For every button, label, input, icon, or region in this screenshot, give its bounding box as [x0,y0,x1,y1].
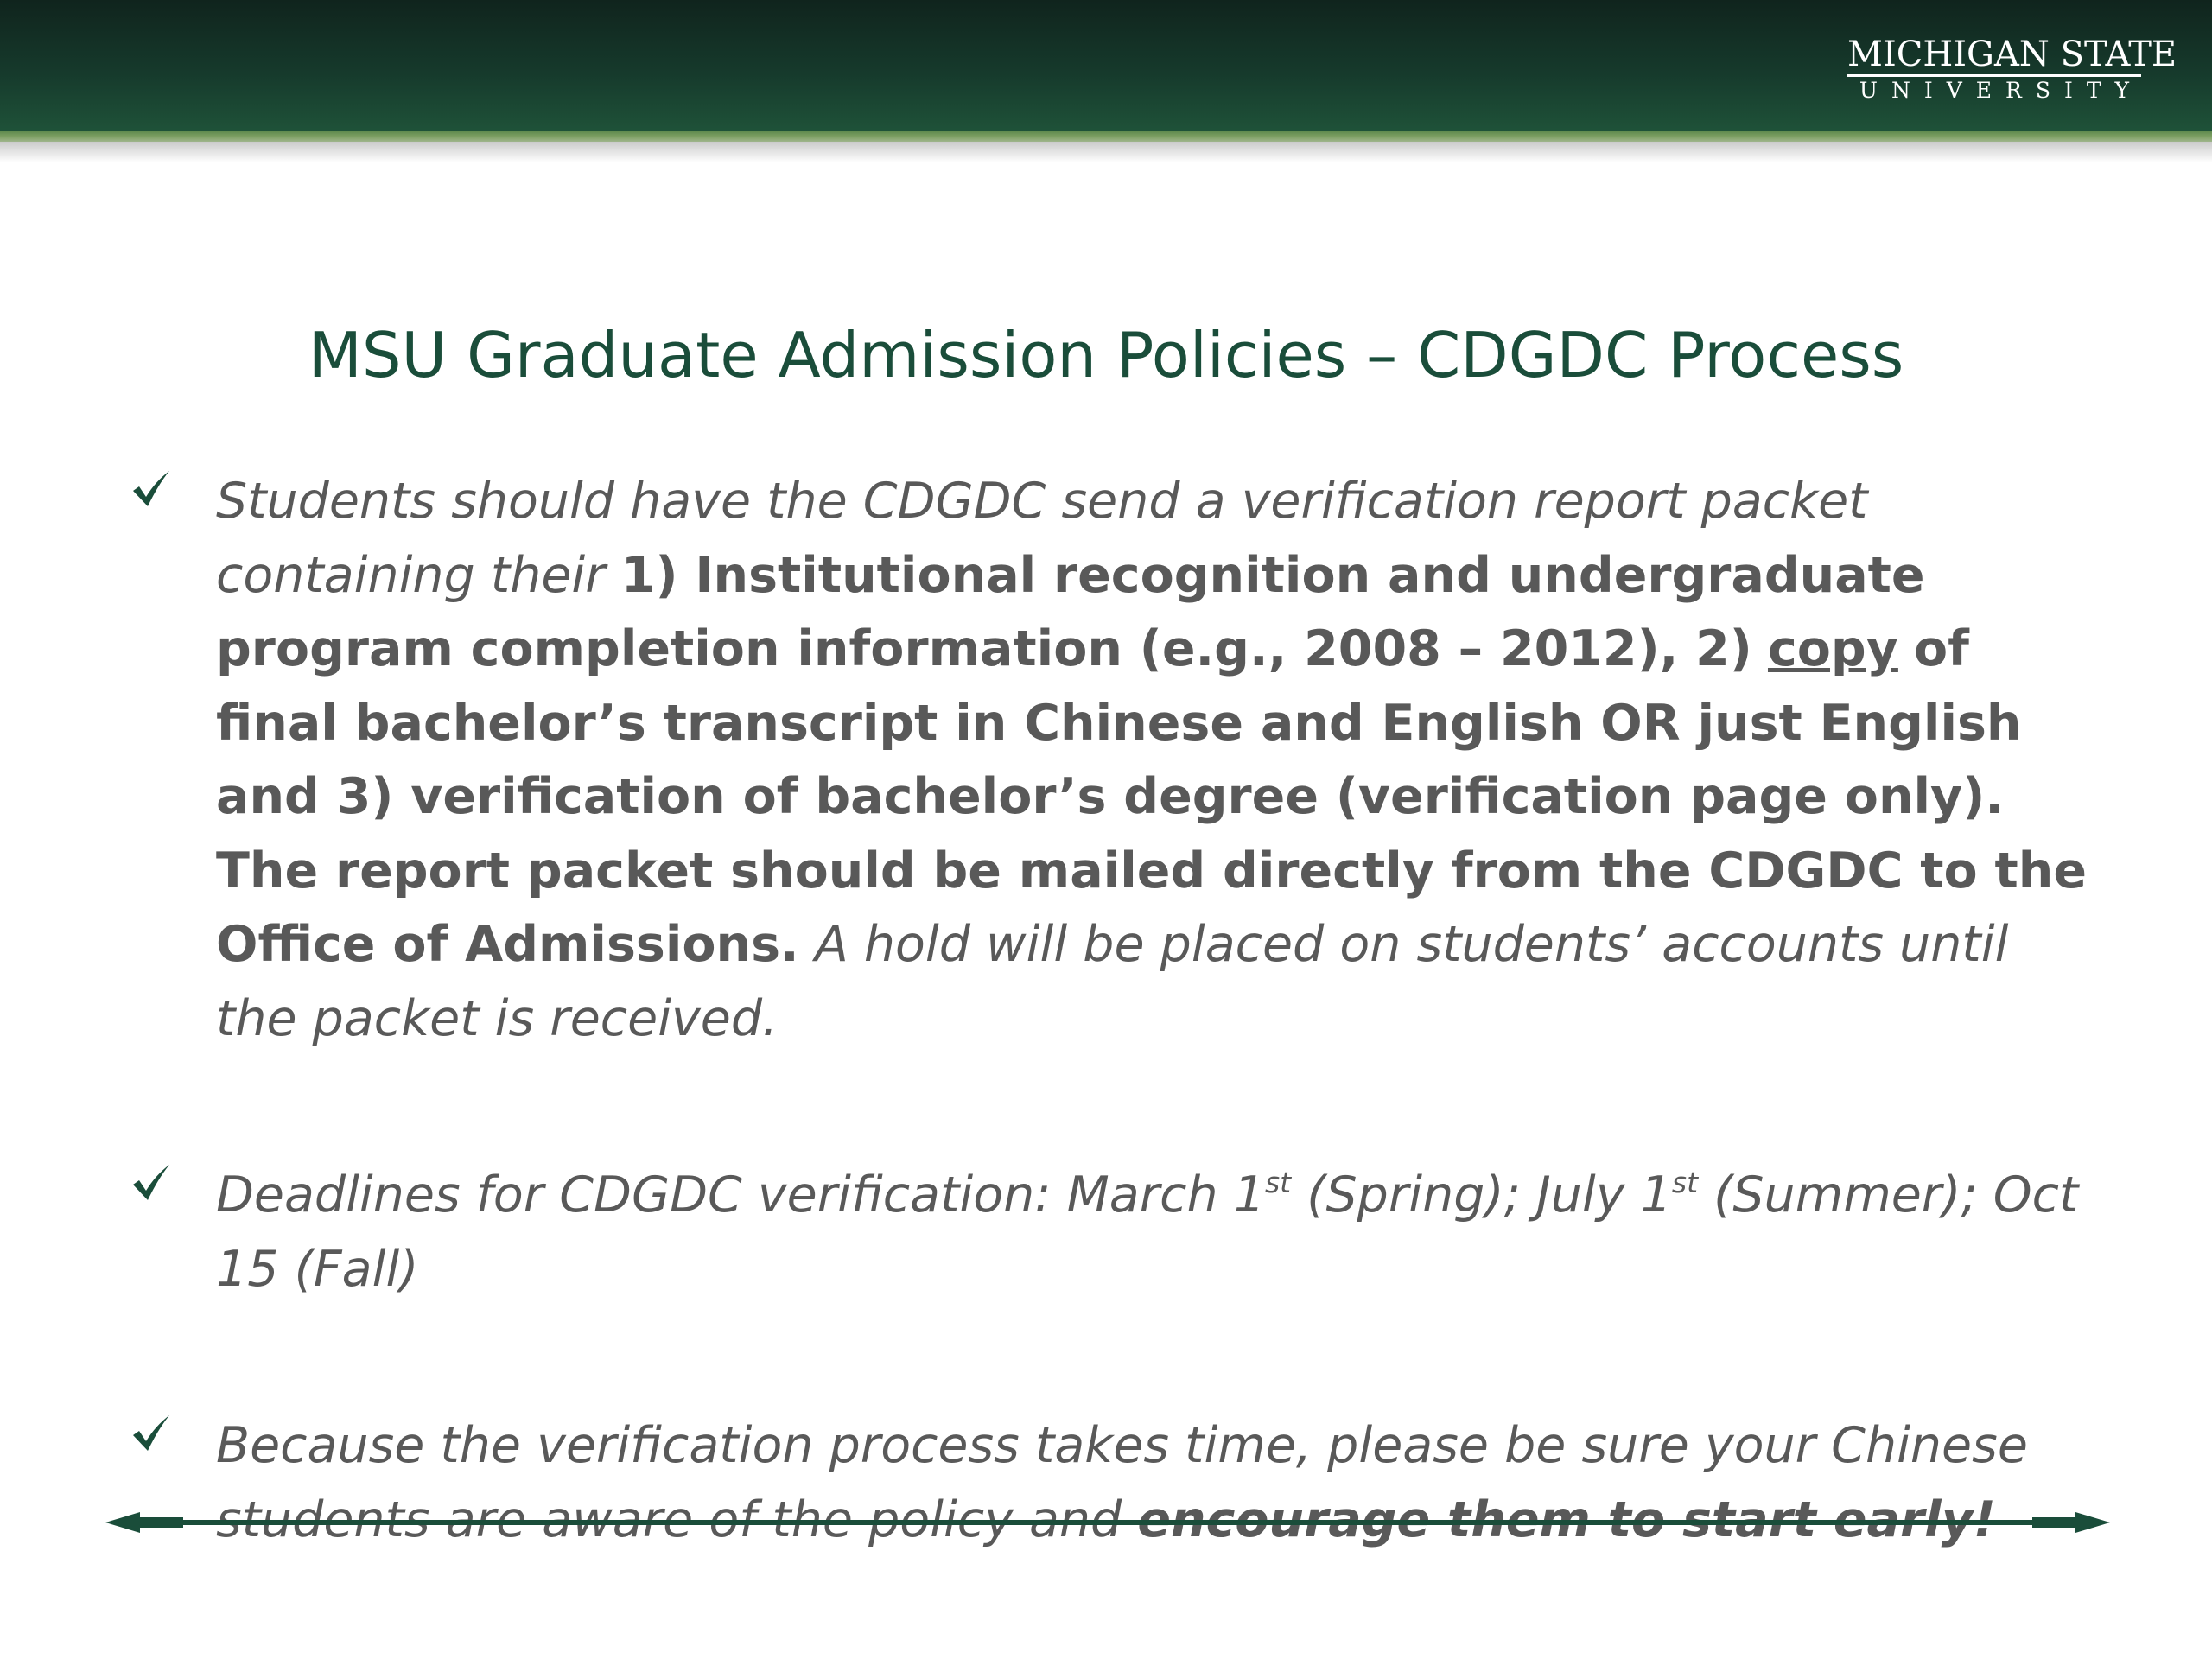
bullet-3-emphasis: encourage them to start early! [1137,1491,1996,1548]
checkmark-icon [130,467,173,511]
header-accent-stripe [0,131,2212,142]
bullet-1-bold-part1: 1) Institutional recognition and undergraduate program completion information (e.g., 2008 – 2012), 2) [216,546,1925,677]
bullet-2-suffix: (Summer); Oct 15 (Fall) [216,1166,2079,1298]
checkmark-icon [130,1412,173,1455]
bullet-1-underlined: copy [1767,620,1898,677]
bullet-2-prefix: Deadlines for CDGDC verification: March 1 [216,1166,1265,1224]
bullet-list [130,465,2100,1557]
logo-wordmark-line2: UNIVERSITY [1859,78,2144,103]
bullet-3-intro: Because the verification process takes time, please be sure your Chinese students are aware of the policy and [216,1417,2028,1548]
bullet-1-intro: Students should have the CDGDC send a verification report packet containing their [216,473,1868,604]
logo-wordmark-line1: MICHIGAN STATE [1847,35,2141,77]
header-shadow [0,142,2212,162]
bullet-1-outro: A hold will be placed on students’ accounts until the packet is received. [216,916,2009,1047]
bullet-2-sup-2: st [1671,1166,1699,1199]
bullet-verification-packet [130,465,2100,1056]
bullet-2-sup-1: st [1264,1166,1292,1199]
slide-title: MSU Graduate Admission Policies – CDGDC Process [308,319,1904,391]
bullet-2-mid: (Spring); July 1 [1291,1166,1672,1224]
checkmark-icon [130,1161,173,1205]
msu-logo [1847,35,2177,105]
bullet-2-text [216,1166,2078,1298]
double-arrow-divider [105,1509,2110,1536]
bullet-deadlines [130,1159,2100,1306]
bullet-1-bold-part2: of final bachelor’s transcript in Chinese and English OR just English and 3) verification of bachelor’s degree (verification page only). The report packet should be mailed directly from the CDGDC to the Office of Admissions. [216,620,2088,973]
